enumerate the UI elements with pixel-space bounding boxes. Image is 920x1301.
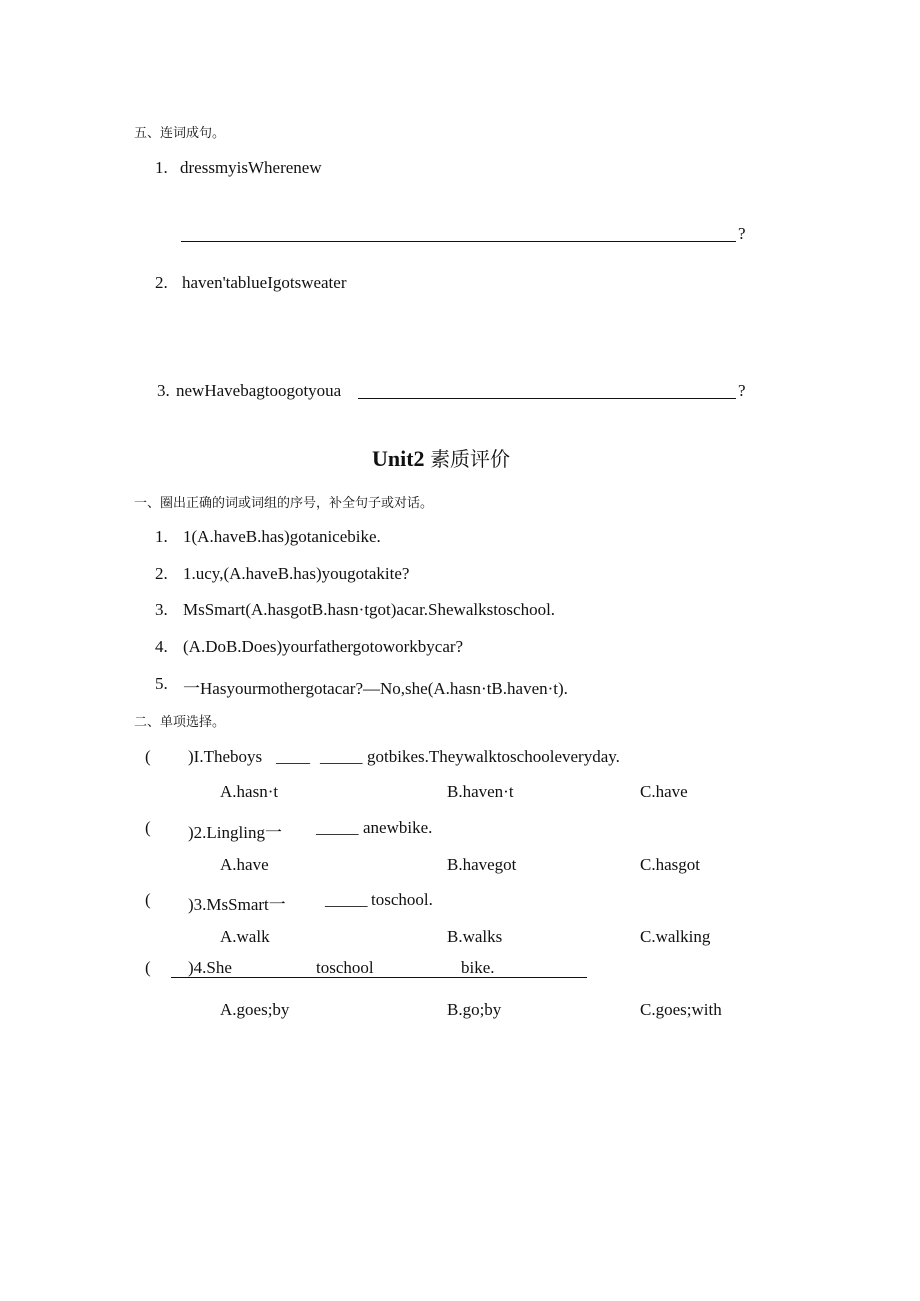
option-b: B.go;by <box>447 1000 502 1019</box>
item-words: haven'tablueIgotsweater <box>182 273 347 292</box>
answer-line <box>358 398 736 399</box>
question-mark: ? <box>738 381 746 400</box>
option-b: B.haven·t <box>447 782 514 801</box>
question-word: toschool <box>316 958 374 977</box>
question-mark: ? <box>738 224 746 243</box>
section-heading: 二、单项选择。 <box>134 715 226 730</box>
option-b: B.havegot <box>447 855 517 874</box>
item-text: (A.DoB.Does)yourfathergotoworkbycar? <box>183 637 464 656</box>
question-text: )I.Theboys <box>188 747 263 766</box>
item-number: 1. <box>155 527 168 546</box>
option-c: C.goes;with <box>640 1000 722 1019</box>
option-b: B.walks <box>447 927 503 946</box>
question-rest: toschool. <box>371 890 433 909</box>
question-word: bike. <box>461 958 495 977</box>
question-text: )2.Lingling一 <box>188 823 282 842</box>
option-c: C.walking <box>640 927 711 946</box>
item-text: 1.ucy,(A.haveB.has)yougotakite? <box>183 564 410 583</box>
answer-paren: ( <box>145 958 151 977</box>
section-heading: 一、圈出正确的词或词组的序号，补全句子或对话。 <box>134 496 434 511</box>
question-text: )4.She <box>188 958 232 977</box>
blank: _____ <box>316 818 359 837</box>
item-text: 1(A.haveB.has)gotanicebike. <box>183 527 381 546</box>
title-chinese: 素质评价 <box>430 447 511 471</box>
item-words: newHavebagtoogotyoua <box>176 381 342 400</box>
item-number: 3. <box>157 381 170 400</box>
answer-underline <box>171 977 587 978</box>
option-a: A.goes;by <box>220 1000 290 1019</box>
item-number: 2. <box>155 564 168 583</box>
item-words: dressmyisWherenew <box>180 158 322 177</box>
item-number: 2. <box>155 273 168 292</box>
option-c: C.hasgot <box>640 855 700 874</box>
question-rest: anewbike. <box>363 818 433 837</box>
option-a: A.walk <box>220 927 270 946</box>
item-number: 3. <box>155 600 168 619</box>
answer-paren: ( <box>145 818 151 837</box>
blank-gap: ____ <box>276 747 310 766</box>
item-text: 一Hasyourmothergotacar?—No,she(A.hasn·tB.haven·t). <box>183 679 568 698</box>
option-c: C.have <box>640 782 688 801</box>
question-text: )3.MsSmart一 <box>188 895 286 914</box>
answer-line <box>181 241 736 242</box>
answer-paren: ( <box>145 747 151 766</box>
item-number: 5. <box>155 674 168 693</box>
item-number: 1. <box>155 158 168 177</box>
blank: _____ <box>320 747 363 766</box>
item-number: 4. <box>155 637 168 656</box>
answer-paren: ( <box>145 890 151 909</box>
option-a: A.have <box>220 855 269 874</box>
title-english: Unit2 <box>372 446 425 471</box>
section-heading: 五、连词成句。 <box>134 126 226 141</box>
item-text: MsSmart(A.hasgotB.hasn·tgot)acar.Shewalkstoschool. <box>183 600 556 619</box>
option-a: A.hasn·t <box>220 782 279 801</box>
blank: _____ <box>325 890 368 909</box>
question-rest: gotbikes.Theywalktoschooleveryday. <box>367 747 620 766</box>
page-title <box>372 443 510 472</box>
